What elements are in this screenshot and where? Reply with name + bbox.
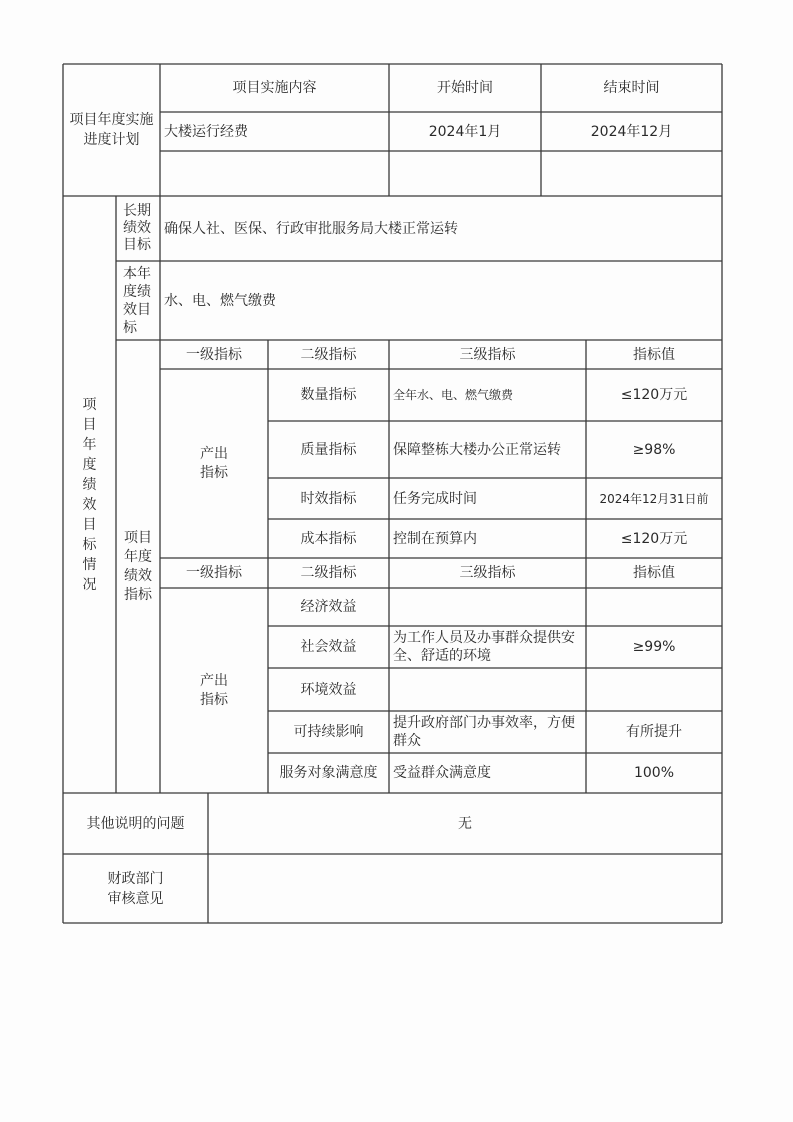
finance-label: 财政部门审核意见	[107, 870, 164, 907]
schedule-header-end: 结束时间	[603, 80, 660, 96]
indicator-header-level3: 三级指标	[459, 565, 516, 581]
goals-section-label: 项目年度绩效目标情况	[82, 396, 97, 593]
table-row-level3: 保障整栋大楼办公正常运转	[393, 441, 561, 458]
long-term-label: 长期绩效目标	[123, 203, 151, 253]
long-term-value: 确保人社、医保、行政审批服务局大楼正常运转	[164, 220, 458, 237]
table-row-level2: 成本指标	[300, 530, 357, 547]
table-row-value	[586, 588, 722, 626]
finance-value	[208, 854, 722, 923]
schedule-row-content: 大楼运行经费	[164, 123, 248, 140]
table-row-value: ≥99%	[632, 639, 676, 655]
indicator-header-value: 指标值	[633, 565, 675, 581]
schedule-row-start: 2024年1月	[428, 123, 502, 140]
other-value: 无	[458, 815, 472, 832]
indicators-label: 项目年度绩效指标	[124, 529, 152, 603]
table-row-value: ≥98%	[632, 441, 676, 458]
table-row-level2: 服务对象满意度	[279, 765, 378, 781]
indicator-header-level3: 三级指标	[459, 346, 516, 363]
annual-value: 水、电、燃气缴费	[164, 292, 276, 309]
table-row-level3: 控制在预算内	[393, 530, 477, 547]
table-row-level3: 任务完成时间	[393, 490, 477, 507]
annual-label: 本年度绩效目标	[123, 265, 151, 336]
indicator-header-level1: 一级指标	[186, 565, 242, 581]
table-row-value: 有所提升	[626, 724, 682, 740]
table-row-value: ≤120万元	[620, 387, 688, 403]
table-row-level2: 社会效益	[300, 639, 357, 655]
schedule-row-label: 项目年度实施进度计划	[69, 112, 154, 148]
table-row-level2: 数量指标	[300, 387, 357, 403]
table-row-level2: 可持续影响	[293, 724, 364, 740]
indicator-header-level2: 二级指标	[300, 346, 357, 363]
table-row-level3: 受益群众满意度	[393, 765, 491, 781]
table-row-value: 100%	[633, 765, 675, 781]
table-row-level2: 质量指标	[300, 441, 357, 458]
other-label: 其他说明的问题	[86, 815, 185, 832]
table-row-level3	[389, 588, 586, 626]
indicator-header-value: 指标值	[633, 346, 675, 363]
table-row-level2: 时效指标	[300, 490, 357, 507]
table-row-level3: 为工作人员及办事群众提供安全、舒适的环境	[393, 630, 575, 664]
table-row-value: 2024年12月31日前	[599, 491, 709, 506]
schedule-header-content: 项目实施内容	[232, 80, 317, 96]
table-row-level3: 全年水、电、燃气缴费	[393, 388, 514, 402]
effect-level1: 产出指标	[200, 672, 228, 708]
table-row-level3	[389, 668, 586, 711]
table-row-value: ≤120万元	[620, 530, 688, 547]
schedule-header-start: 开始时间	[437, 80, 493, 96]
table-row-level3: 提升政府部门办事效率，方便群众	[393, 715, 575, 749]
table-row-level2: 环境效益	[300, 681, 357, 698]
table-row-value	[586, 668, 722, 711]
indicator-header-level1: 一级指标	[186, 346, 242, 363]
schedule-row-end: 2024年12月	[590, 123, 673, 140]
table-row-level2: 经济效益	[300, 599, 357, 615]
output-level1: 产出指标	[200, 445, 228, 481]
indicator-header-level2: 二级指标	[300, 565, 357, 581]
